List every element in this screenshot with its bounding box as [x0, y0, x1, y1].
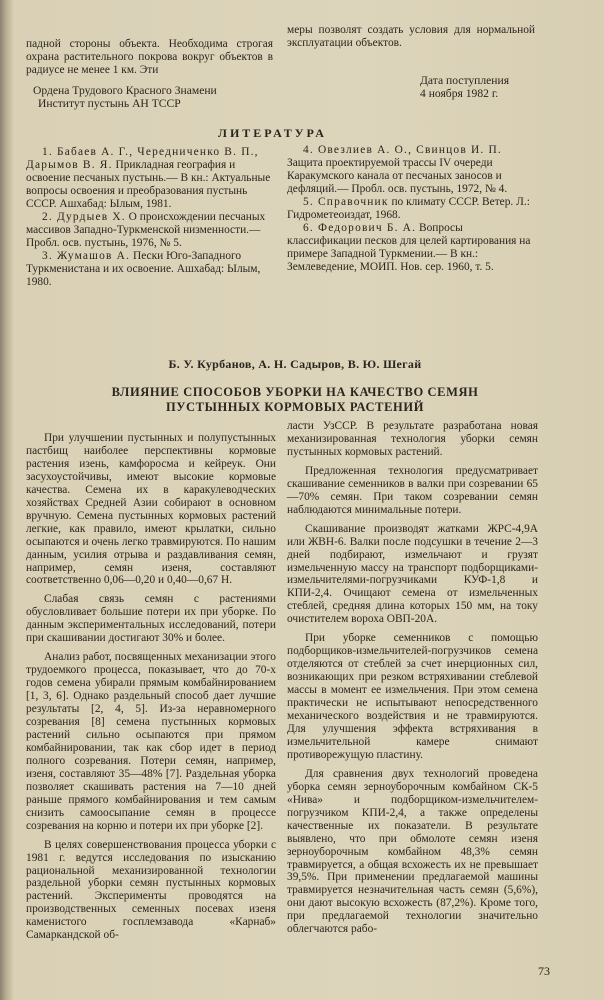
body-paragraph: Слабая связь семян с растениями обусловливает большие потери их при уборке. По данным экспериментальных исследований, потери при скашивании достигают 30% и более.	[26, 593, 276, 645]
reference-item	[26, 146, 274, 211]
received-date-block	[420, 74, 550, 100]
body-paragraph: Анализ работ, посвященных механизации этого трудоемкого процесса, показывает, что до 70-х годов семена убирали прямым комбайнированием [1, 3, 6]. Однако раздельный способ дает лучшие результаты [2, 4, 5]. Из-за неравномерного созревания [8] семена пустынных кормовых растений сильно осыпаются при прямом комбайнировании, так как сбор идет в период полного созревания. Потери семян, например, изеня, составляют 35—48% [7]. Раздельная уборка позволяет скашивать растения на 7—10 дней раньше прямого комбайнирования и тем самым снизить самоосыпание семян в процессе созревания на корню и потери их при уборке [2].	[26, 651, 276, 832]
body-right-column	[287, 420, 538, 936]
reference-author: 6. Федорович Б. А.	[303, 222, 417, 234]
received-date: 4 ноября 1982 г.	[420, 87, 499, 100]
literature-heading: ЛИТЕРАТУРА	[218, 126, 327, 140]
references-left-column	[26, 146, 274, 289]
references-right-column	[287, 144, 535, 274]
body-paragraph: ласти УзССР. В результате разработана новая механизированная технология уборки семян пустынных кормовых растений.	[287, 420, 538, 458]
body-left-column	[26, 432, 276, 942]
reference-item	[26, 211, 274, 250]
institution-line-2: Институт пустынь АН ТССР	[38, 97, 181, 110]
body-paragraph: Скашивание производят жатками ЖРС-4,9А или ЖВН-6. Валки после подсушки в течение 2—3 дней подбирают, измельчают и грузят измельченную массу на транспорт подборщиками-измельчителями-погрузчиками КУФ-1,8 и КПИ-2,4. Очищают семена от измельченных стеблей, средняя длина которых 150 мм, на току очистителем вороха ОВП-20А.	[287, 522, 538, 626]
institution-line-1: Ордена Трудового Красного Знамени	[33, 84, 217, 97]
reference-text: Пески Юго-Западного Туркменистана и их освоение. Ашхабад: Ылым, 1980.	[26, 250, 261, 288]
article-title	[40, 385, 550, 415]
reference-author: 4. Овезлиев А. О., Свинцов И. П.	[303, 144, 502, 156]
reference-author: 1. Бабаев А. Г., Чередниченко В. П., Дарымов В. Я.	[26, 146, 259, 171]
article-title-line-2: ПУСТЫННЫХ КОРМОВЫХ РАСТЕНИЙ	[165, 400, 425, 414]
reference-item	[26, 250, 274, 289]
reference-author: 5. Справочник	[303, 196, 389, 208]
reference-text: Вопросы классификации песков для целей картирования на примере Западной Туркмении.— В кн.: Землеведение, МОИП. Нов. сер. 1960, т. 5.	[287, 222, 531, 273]
body-paragraph: При улучшении пустынных и полупустынных пастбищ наиболее перспективны кормовые растения изень, камфоросма и кейреук. Они засухоустойчивы, имеют высокие кормовые качества. Семена их в каракулеводческих хозяйствах Средней Азии собирают в основном вручную. Семена пустынных кормовых растений легкие, как правило, имеют крылатки, сильно осыпаются и очень легко травмируются. По нашим данным, усилия отрыва и раздавливания семян, например, семян изеня, составляют соответственно 0,06—0,20 и 0,40—0,67 Н.	[26, 432, 276, 587]
body-paragraph: В целях совершенствования процесса уборки с 1981 г. ведутся исследования по изысканию рациональной механизированной технологии раздельной уборки семян пустынных кормовых растений. Эксперименты проводятся на производственных семенных посевах изеня каменистого госплемзавода «Карнаб» Самаркандской об-	[26, 838, 276, 942]
reference-item	[287, 196, 535, 222]
reference-item	[287, 144, 535, 196]
body-paragraph: Для сравнения двух технологий проведена уборка семян зерноуборочным комбайном СК-5 «Нива» и подборщиком-измельчителем-погрузчиком КПИ-2,4, а также определены качественные их показатели. В результате выявлено, что при обмолоте семян изеня зерноуборочным комбайном 48,3% семян травмируется, а общая всхожесть их не превышает 39,5%. При применении предлагаемой машины травмируется незначительная часть семян (5,6%), они дают высокую всхожесть (87,2%). Кроме того, при предлагаемой технологии значительно облегчаются рабо-	[287, 767, 538, 936]
page-number: 73	[538, 964, 550, 978]
reference-author: 3. Жумашов А.	[42, 250, 131, 262]
reference-text: Защита проектируемой трассы IV очереди Каракумского канала от песчаных заносов и дефляций.— Пробл. осв. пустынь, 1972, № 4.	[287, 157, 508, 195]
article-authors: Б. У. Курбанов, А. Н. Садыров, В. Ю. Шегай	[168, 357, 422, 371]
top-left-paragraph: падной стороны объекта. Необходима строгая охрана растительного покрова вокруг объектов в радиусе не менее 1 км. Эти	[26, 38, 273, 76]
institution-block	[33, 84, 273, 110]
reference-author: 2. Дурдыев Х.	[42, 211, 126, 223]
body-paragraph: Предложенная технология предусматривает скашивание семенников в валки при созревании 65—70% семян. При таком созревании семян наблюдаются минимальные потери.	[287, 464, 538, 516]
reference-text: О происхождении песчаных массивов Западно-Туркменской низменности.— Пробл. осв. пустынь, 1976, № 5.	[26, 211, 266, 249]
top-right-paragraph: меры позволят создать условия для нормальной эксплуатации объектов.	[287, 24, 535, 49]
reference-item	[287, 222, 535, 274]
body-paragraph: При уборке семенников с помощью подборщиков-измельчителей-погрузчиков семена отделяются от стеблей за счет инерционных сил, возникающих при резком встряхивании стеблевой массы в момент ее измельчения. При этом семена практически не испытывают непосредственного механического воздействия и не травмируются. Для улучшения эффекта встряхивания в измельчительной камере снимают противорежущую пластину.	[287, 632, 538, 761]
reference-text: по климату СССР. Ветер. Л.: Гидрометеоиздат, 1968.	[287, 196, 530, 221]
reference-text: Прикладная география и освоение песчаных пустынь.— В кн.: Актуальные вопросы освоения и преобразования пустынь СССР. Ашхабад: Ылым, 1981.	[26, 159, 271, 210]
article-title-line-1: ВЛИЯНИЕ СПОСОБОВ УБОРКИ НА КАЧЕСТВО СЕМЯН	[111, 385, 479, 399]
received-label: Дата поступления	[420, 74, 510, 87]
